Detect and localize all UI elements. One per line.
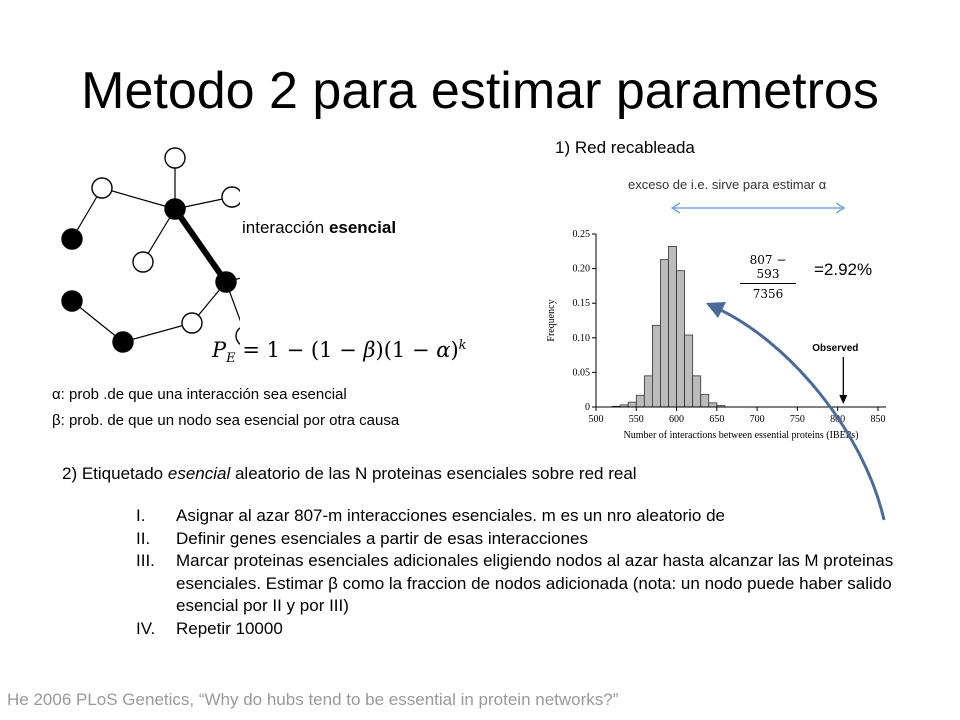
formula-part: )(1 − xyxy=(375,338,437,362)
x-axis-label: Number of interactions between essential proteins (IBEPs) xyxy=(623,430,859,441)
step-number: IV. xyxy=(136,618,156,638)
x-tick-label: 550 xyxy=(628,414,644,425)
node-black xyxy=(62,291,82,311)
heading-emphasis: esencial xyxy=(167,464,231,483)
heading-part: aleatorio de las N proteinas esenciales sobre red real xyxy=(230,464,637,483)
node-black xyxy=(165,199,185,219)
essential-edge-label xyxy=(242,218,396,238)
step-number: III. xyxy=(136,551,155,570)
step-text: Definir genes esenciales a partir de esas interacciones xyxy=(176,528,589,548)
excess-fraction xyxy=(740,253,796,301)
observed-label: Observed xyxy=(812,343,859,354)
essential-edge xyxy=(175,209,226,282)
formula-lhs-sub: E xyxy=(226,351,236,367)
node-white xyxy=(133,252,153,272)
histogram-bar xyxy=(628,402,636,407)
labeling-heading xyxy=(62,464,637,484)
histogram-bar xyxy=(636,395,644,407)
citation-footer: He 2006 PLoS Genetics, “Why do hubs tend to be essential in protein networks?” xyxy=(7,690,619,709)
step-number: I. xyxy=(136,506,146,525)
alpha-estimation-note: exceso de i.e. sirve para estimar α xyxy=(628,177,827,192)
node-white xyxy=(222,187,240,207)
graph-edge xyxy=(123,323,192,342)
formula-alpha: α xyxy=(436,338,451,362)
edge-label-prefix: interacción xyxy=(242,218,329,237)
node-white xyxy=(182,313,202,333)
formula-part: = 1 − (1 − xyxy=(235,338,364,362)
step-text: Asignar al azar 807-m interacciones esenciales. m es un nro aleatorio de xyxy=(176,506,726,525)
beta-definition: β: prob. de que un nodo sea esencial por otra causa xyxy=(52,412,400,429)
graph-edge xyxy=(102,188,175,209)
histogram-bar xyxy=(660,260,668,407)
procedure-step xyxy=(136,505,906,528)
histogram-bar xyxy=(701,395,709,407)
ibep-histogram xyxy=(540,222,905,442)
heading-part: 2) Etiquetado xyxy=(62,464,168,483)
histogram-bar xyxy=(709,403,717,407)
x-tick-label: 750 xyxy=(789,414,805,425)
fraction-numerator: 807 − 593 xyxy=(740,253,796,284)
histogram-bar xyxy=(685,335,693,407)
formula-beta: β xyxy=(363,338,376,362)
histogram-bar xyxy=(644,376,652,407)
node-white xyxy=(92,178,112,198)
histogram-bar xyxy=(693,376,701,407)
alpha-definition: α: prob .de que una interacción sea esencial xyxy=(52,386,347,403)
y-axis-label: Frequency xyxy=(546,299,557,342)
edge-label-bold: esencial xyxy=(328,218,397,237)
essential-probability-formula xyxy=(212,338,467,366)
x-tick-label: 850 xyxy=(870,414,886,425)
procedure-step xyxy=(136,618,906,641)
y-tick-label: 0 xyxy=(585,402,590,413)
procedure-list xyxy=(136,505,906,640)
y-tick-label: 0.05 xyxy=(572,367,590,379)
y-tick-label: 0.20 xyxy=(572,263,590,275)
node-black xyxy=(113,332,133,352)
histogram-bar xyxy=(669,246,677,407)
fraction-denominator: 7356 xyxy=(752,287,784,301)
step-text: Repetir 10000 xyxy=(176,618,283,638)
x-tick-label: 600 xyxy=(669,414,685,425)
node-white xyxy=(165,148,185,168)
step-number: II. xyxy=(136,528,151,548)
excess-percentage: =2.92% xyxy=(814,260,873,279)
formula-exponent: k xyxy=(458,338,467,353)
step-text: Marcar proteinas esenciales adicionales eligiendo nodos al azar hasta alcanzar las M proteinas esenciales. Estimar β como la fraccion de nodos adicionada (nota: un nodo puede haber salido esencial por II y por III) xyxy=(176,551,894,615)
x-tick-label: 650 xyxy=(709,414,725,425)
observed-arrow-head xyxy=(839,395,847,404)
node-black xyxy=(62,229,82,249)
histogram-bar xyxy=(677,271,685,407)
node-black xyxy=(216,272,236,292)
x-tick-label: 700 xyxy=(749,414,765,425)
slide-title: Metodo 2 para estimar parametros xyxy=(81,62,879,120)
histogram-bar xyxy=(652,325,660,407)
y-tick-label: 0.15 xyxy=(572,298,590,310)
network-diagram xyxy=(40,135,240,360)
procedure-step xyxy=(136,550,906,618)
interval-double-arrow xyxy=(668,200,848,216)
formula-lhs: P xyxy=(212,338,227,362)
rewired-heading: 1) Red recableada xyxy=(555,138,695,157)
x-tick-label: 500 xyxy=(588,414,604,425)
formula-part: ) xyxy=(450,338,459,362)
y-tick-label: 0.25 xyxy=(572,229,590,240)
procedure-step xyxy=(136,528,906,551)
x-tick-label: 800 xyxy=(830,414,846,425)
y-tick-label: 0.10 xyxy=(572,332,590,344)
